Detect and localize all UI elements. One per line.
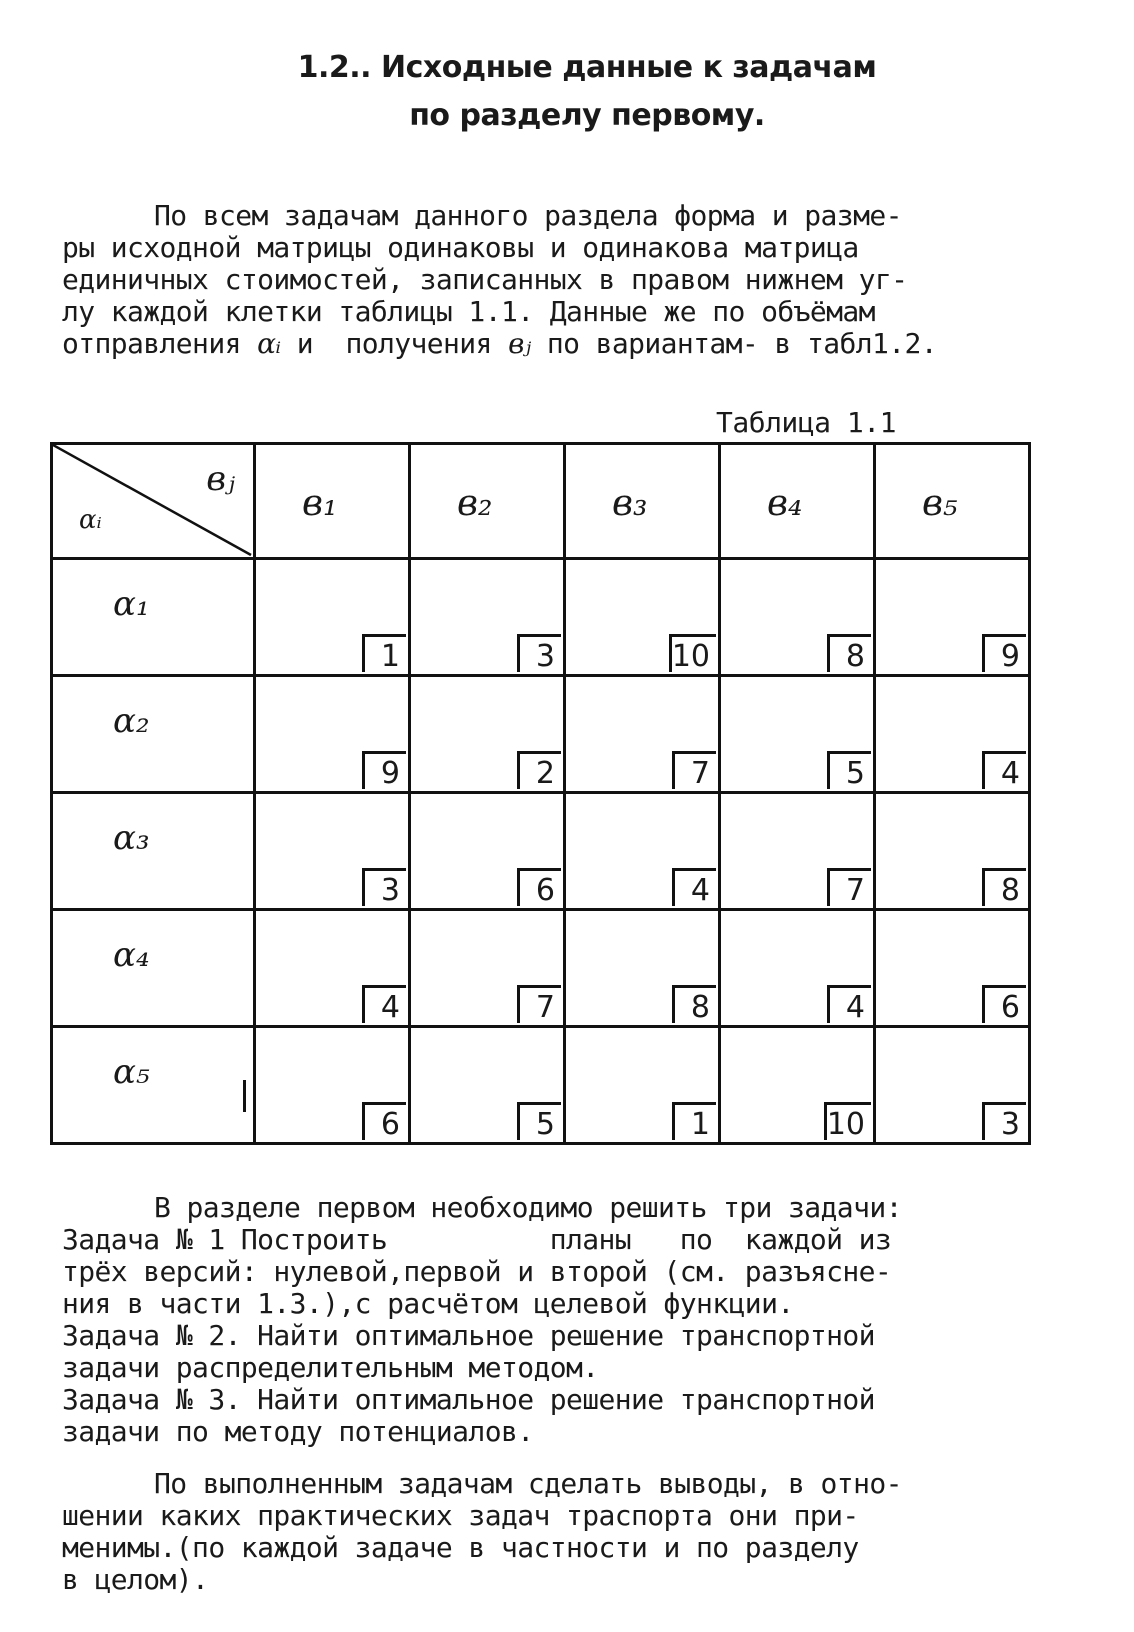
unit-cost: 7 [517, 985, 561, 1023]
corner-label-b: вⱼ [206, 459, 235, 499]
column-header [255, 444, 410, 559]
row-header-label: α₄ [113, 935, 150, 975]
row-header-label: α₅ [113, 1052, 150, 1092]
table-cell [255, 910, 410, 1027]
unit-cost: 8 [827, 634, 871, 672]
unit-cost: 4 [672, 868, 716, 906]
table-cell [720, 559, 875, 676]
unit-cost: 10 [824, 1102, 871, 1140]
heading-line-1: 1.2.. Исходные данные к задачам [297, 50, 877, 85]
conclusion-line: шении каких практических задач траспорта они при- [62, 1499, 859, 1532]
corner-label-a: αᵢ [79, 505, 102, 535]
unit-cost: 6 [517, 868, 561, 906]
cost-table [50, 442, 1031, 1145]
table-cell [875, 559, 1030, 676]
tasks-line: В разделе первом необходимо решить три задачи: [154, 1191, 902, 1224]
column-header [875, 444, 1030, 559]
unit-cost: 1 [362, 634, 406, 672]
table-row [52, 1027, 1030, 1144]
table-cell [410, 676, 565, 793]
conclusion-line: в целом). [62, 1563, 209, 1596]
column-divider-extension [243, 1080, 246, 1112]
column-header-label: в₂ [457, 483, 493, 524]
row-header [52, 1027, 255, 1144]
symbol-b-j: вⱼ [508, 327, 531, 360]
intro-text: отпр [62, 327, 128, 360]
table-cell [875, 676, 1030, 793]
unit-cost: 4 [982, 751, 1026, 789]
table-cell [720, 1027, 875, 1144]
tasks-line: трёх версий: нулевой,первой и второй (см. разъясне- [62, 1255, 892, 1288]
table-cell [410, 793, 565, 910]
row-header [52, 793, 255, 910]
tasks-line: задачи распределительным методом. [62, 1351, 599, 1384]
table-cell [255, 1027, 410, 1144]
unit-cost: 3 [517, 634, 561, 672]
table-row [52, 793, 1030, 910]
row-header-label: α₃ [113, 818, 150, 858]
section-heading [0, 44, 1134, 140]
unit-cost: 3 [362, 868, 406, 906]
table-cell [720, 793, 875, 910]
heading-line-2: по разделу первому. [409, 98, 765, 133]
unit-cost: 1 [672, 1102, 716, 1140]
unit-cost: 9 [982, 634, 1026, 672]
unit-cost: 2 [517, 751, 561, 789]
column-header [565, 444, 720, 559]
table-row [52, 676, 1030, 793]
table-row [52, 559, 1030, 676]
unit-cost: 8 [982, 868, 1026, 906]
corner-cell [52, 444, 255, 559]
unit-cost: 5 [517, 1102, 561, 1140]
intro-line: По всем задачам данного раздела форма и разме- [154, 199, 902, 232]
conclusion-line: По выполненным задачам сделать выводы, в отно- [154, 1467, 902, 1500]
column-header [410, 444, 565, 559]
intro-line: лу каждой клетки таблицы 1.1. Данные же по объёмам [62, 295, 875, 328]
conclusion-line: менимы.(по каждой задаче в частности и по разделу [62, 1531, 859, 1564]
table-row [52, 910, 1030, 1027]
intro-line-last [62, 328, 1082, 360]
table-cell [565, 910, 720, 1027]
intro-paragraph [62, 200, 1082, 360]
unit-cost: 7 [827, 868, 871, 906]
unit-cost: 3 [982, 1102, 1026, 1140]
unit-cost: 6 [362, 1102, 406, 1140]
table-cell [410, 910, 565, 1027]
row-header-label: α₁ [113, 584, 150, 624]
tasks-line: Задача № 2. Найти оптимальное решение транспортной [62, 1319, 875, 1352]
tasks-line: Задача № 1 Построить планы по каждой из [62, 1223, 892, 1256]
table-cell [720, 676, 875, 793]
column-header-label: в₄ [767, 483, 803, 524]
intro-text: по вариантам- в табл1.2. [530, 327, 937, 360]
table-cell [255, 559, 410, 676]
unit-cost: 8 [672, 985, 716, 1023]
table-cell [875, 1027, 1030, 1144]
conclusion-paragraph [62, 1468, 1082, 1596]
table-cell [565, 793, 720, 910]
tasks-line: Задача № 3. Найти оптимальное решение транспортной [62, 1383, 875, 1416]
intro-line: ры исходной матрицы одинаковы и одинакова матрица [62, 231, 859, 264]
unit-cost: 4 [827, 985, 871, 1023]
unit-cost: 10 [669, 634, 716, 672]
tasks-line: ния в части 1.3.),с расчётом целевой функции. [62, 1287, 794, 1320]
table-cell [875, 793, 1030, 910]
tasks-paragraph [62, 1192, 1082, 1448]
column-header-label: в₅ [922, 483, 958, 524]
table-caption: Таблица 1.1 [716, 406, 896, 439]
row-header [52, 910, 255, 1027]
symbol-a-i: αᵢ [257, 327, 281, 360]
intro-line: единичных стоимостей, записанных в правом нижнем уг- [62, 263, 908, 296]
tasks-line: задачи по методу потенциалов. [62, 1415, 534, 1448]
unit-cost: 5 [827, 751, 871, 789]
table-cell [565, 559, 720, 676]
table-cell [565, 1027, 720, 1144]
column-header [720, 444, 875, 559]
table-cell [720, 910, 875, 1027]
unit-cost: 4 [362, 985, 406, 1023]
unit-cost: 6 [982, 985, 1026, 1023]
table-cell [255, 793, 410, 910]
table-cell [565, 676, 720, 793]
intro-text: авления [127, 327, 241, 360]
table-header-row [52, 444, 1030, 559]
row-header [52, 676, 255, 793]
row-header [52, 559, 255, 676]
column-header-label: в₃ [612, 483, 648, 524]
unit-cost: 9 [362, 751, 406, 789]
column-header-label: в₁ [302, 483, 338, 524]
row-header-label: α₂ [113, 701, 150, 741]
table-cell [875, 910, 1030, 1027]
table-cell [255, 676, 410, 793]
intro-text: и получения [280, 327, 509, 360]
table-cell [410, 559, 565, 676]
unit-cost: 7 [672, 751, 716, 789]
table-cell [410, 1027, 565, 1144]
